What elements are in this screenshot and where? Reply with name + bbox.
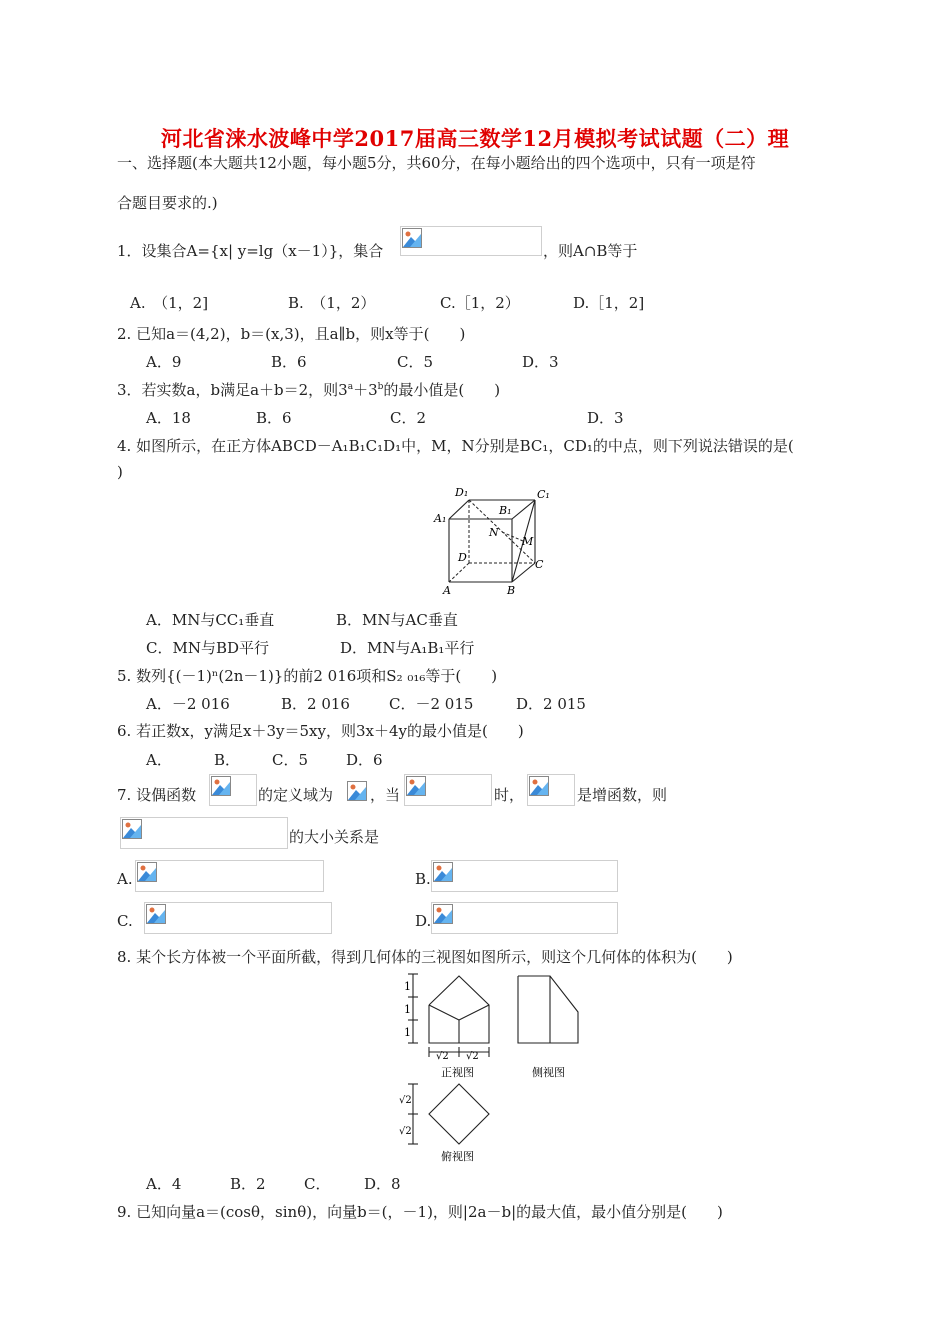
label-b1: B₁ (499, 504, 512, 517)
q1-formula-image (400, 226, 542, 256)
broken-image-icon (402, 228, 422, 248)
q3-option-d: D．3 (587, 409, 624, 427)
dim-sqrt2-a: √2 (436, 1051, 449, 1062)
broken-image-icon (433, 862, 453, 882)
label-a1: A₁ (434, 512, 447, 525)
q7-formula-image-3 (404, 774, 492, 806)
q1-option-d: D.［1，2] (573, 294, 645, 312)
q7-formula-image-1 (209, 774, 257, 806)
dim-sqrt2-d: √2 (399, 1126, 412, 1137)
q2-option-a: A．9 (146, 353, 182, 371)
three-view-figure (395, 968, 595, 1168)
dim-1-c: 1 (404, 1026, 411, 1039)
label-c: C (535, 558, 544, 571)
q8-stem: 8. 某个长方体被一个平面所截，得到几何体的三视图如图所示，则这个几何体的体积为( ) (117, 948, 733, 966)
page-title: 河北省涞水波峰中学2017届高三数学12月模拟考试试题（二）理 (160, 126, 790, 151)
label-d1: D₁ (455, 486, 469, 499)
q4-stem-line1: 4. 如图所示，在正方体ABCD－A₁B₁C₁D₁中，M，N分别是BC₁，CD₁的中点，则下列说法错误的是( (117, 437, 794, 455)
cube-figure (425, 484, 560, 599)
q7-stem-p4: 时， (494, 786, 525, 804)
q7-formula-image-2 (346, 780, 370, 804)
broken-image-icon (211, 776, 231, 796)
q8-option-d: D．8 (364, 1175, 401, 1193)
q4-option-a: A．MN与CC₁垂直 (146, 611, 275, 629)
q4-option-c: C．MN与BD平行 (146, 639, 270, 657)
q3-option-a: A．18 (146, 409, 191, 427)
dim-sqrt2-b: √2 (466, 1051, 479, 1062)
q4-stem-line2: ) (117, 463, 123, 481)
q2-stem: 2. 已知a＝(4,2)，b＝(x,3)，且a∥b，则x等于( ) (117, 325, 466, 343)
q6-option-d: D．6 (346, 751, 383, 769)
q2-option-c: C．5 (397, 353, 434, 371)
label-b: B (507, 584, 516, 597)
label-m: M (522, 535, 534, 548)
q7-stem-p5: 是增函数，则 (577, 786, 668, 804)
q3-option-c: C．2 (390, 409, 427, 427)
q5-stem: 5. 数列{(－1)ⁿ(2n－1)}的前2 016项和S₂ ₀₁₆等于( ) (117, 667, 498, 685)
q7-stem-p3: ，当 (370, 786, 401, 804)
q2-option-d: D．3 (522, 353, 559, 371)
q8-option-b: B．2 (230, 1175, 266, 1193)
q5-option-a: A．－2 016 (146, 695, 230, 713)
q2-option-b: B．6 (271, 353, 307, 371)
q1-option-a: A. （1，2] (130, 294, 209, 312)
label-n: N (489, 526, 499, 539)
q1-stem-pre: 1．设集合A={x| y=lg（x－1）}，集合 (117, 242, 384, 260)
q7-stem-p1: 7. 设偶函数 (117, 786, 197, 804)
q9-stem: 9. 已知向量a＝(cosθ，sinθ)，向量b＝(，－1)，则|2a－b|的最大值，最小值分别是( ) (117, 1203, 723, 1221)
q3-option-b: B．6 (256, 409, 292, 427)
caption-side-view: 侧视图 (532, 1066, 565, 1079)
q6-option-c: C．5 (272, 751, 309, 769)
section-intro-line2: 合题目要求的.) (117, 194, 218, 212)
q5-option-c: C．－2 015 (389, 695, 474, 713)
label-a: A (443, 584, 451, 597)
label-d: D (458, 551, 467, 564)
caption-top-view: 俯视图 (441, 1150, 474, 1163)
q7-option-a-image (135, 860, 324, 892)
q7-option-d-label: D. (415, 912, 432, 930)
broken-image-icon (406, 776, 426, 796)
q7-stem-p2: 的定义域为 (258, 786, 334, 804)
dim-1-b: 1 (404, 1003, 411, 1016)
label-c1: C₁ (537, 488, 550, 501)
q6-stem: 6. 若正数x，y满足x＋3y＝5xy，则3x＋4y的最小值是( ) (117, 722, 524, 740)
dim-sqrt2-c: √2 (399, 1095, 412, 1106)
q7-stem-line2: 的大小关系是 (289, 828, 380, 846)
broken-image-icon (529, 776, 549, 796)
q4-option-b: B．MN与AC垂直 (336, 611, 458, 629)
q6-option-a: A． (146, 751, 172, 769)
q7-option-c-image (144, 902, 332, 934)
q7-option-d-image (431, 902, 618, 934)
q7-formula-image-5 (120, 817, 288, 849)
broken-image-icon (433, 904, 453, 924)
broken-image-icon (137, 862, 157, 882)
q8-option-c: C． (304, 1175, 331, 1193)
broken-image-icon (347, 781, 367, 801)
q7-option-b-label: B. (415, 870, 431, 888)
q1-option-c: C.［1，2） (440, 294, 520, 312)
q7-option-b-image (431, 860, 618, 892)
broken-image-icon (146, 904, 166, 924)
q7-option-a-label: A. (117, 870, 133, 888)
q1-option-b: B. （1，2） (288, 294, 376, 312)
q5-option-d: D．2 015 (516, 695, 586, 713)
q6-option-b: B． (214, 751, 241, 769)
q8-option-a: A．4 (146, 1175, 182, 1193)
section-intro-line1: 一、选择题(本大题共12小题，每小题5分，共60分，在每小题给出的四个选项中，只有一项是符 (117, 154, 756, 172)
broken-image-icon (122, 819, 142, 839)
q7-option-c-label: C. (117, 912, 133, 930)
caption-front-view: 正视图 (441, 1066, 474, 1079)
q4-option-d: D．MN与A₁B₁平行 (340, 639, 475, 657)
q1-stem-post: ，则A∩B等于 (543, 242, 638, 260)
q7-formula-image-4 (527, 774, 575, 806)
q5-option-b: B．2 016 (281, 695, 350, 713)
dim-1-a: 1 (404, 980, 411, 993)
q3-stem: 3．若实数a，b满足a＋b＝2，则$3^a+3^b$的最小值是( ) (117, 381, 501, 399)
